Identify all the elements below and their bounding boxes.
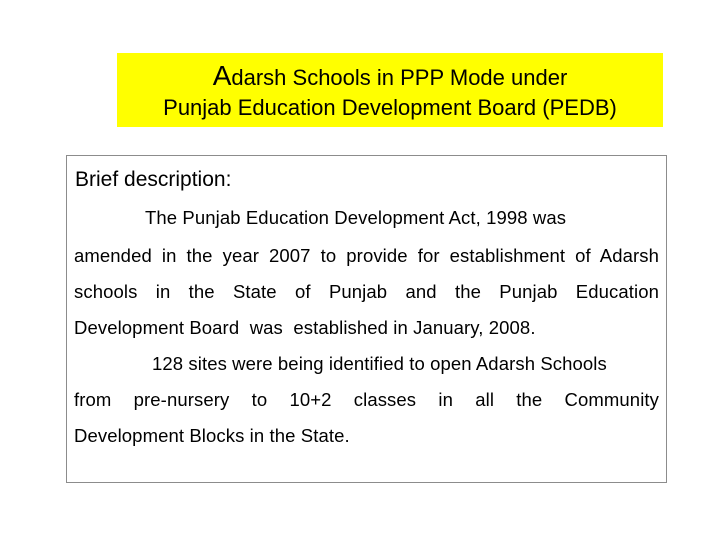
- description-line: 128 sites were being identified to open Adarsh Schools: [152, 353, 607, 374]
- title-line-1: [117, 61, 663, 93]
- description-box: [66, 155, 667, 483]
- description-heading: Brief description:: [75, 168, 232, 191]
- title-line-2: Punjab Education Development Board (PEDB): [163, 95, 617, 120]
- title-line-1-text: darsh Schools in PPP Mode under: [231, 65, 568, 90]
- title-banner: [117, 53, 663, 127]
- description-line: The Punjab Education Development Act, 1998 was: [145, 207, 567, 228]
- description-line: amended in the year 2007 to provide for establishment of Adarsh: [74, 245, 659, 266]
- description-line: from pre-nursery to 10+2 classes in all the Community: [74, 389, 659, 410]
- description-line: schools in the State of Punjab and the Punjab Education: [74, 281, 659, 302]
- description-line: Development Board was established in January, 2008.: [74, 317, 536, 338]
- title-first-letter: A: [212, 60, 232, 91]
- description-line: Development Blocks in the State.: [74, 425, 350, 446]
